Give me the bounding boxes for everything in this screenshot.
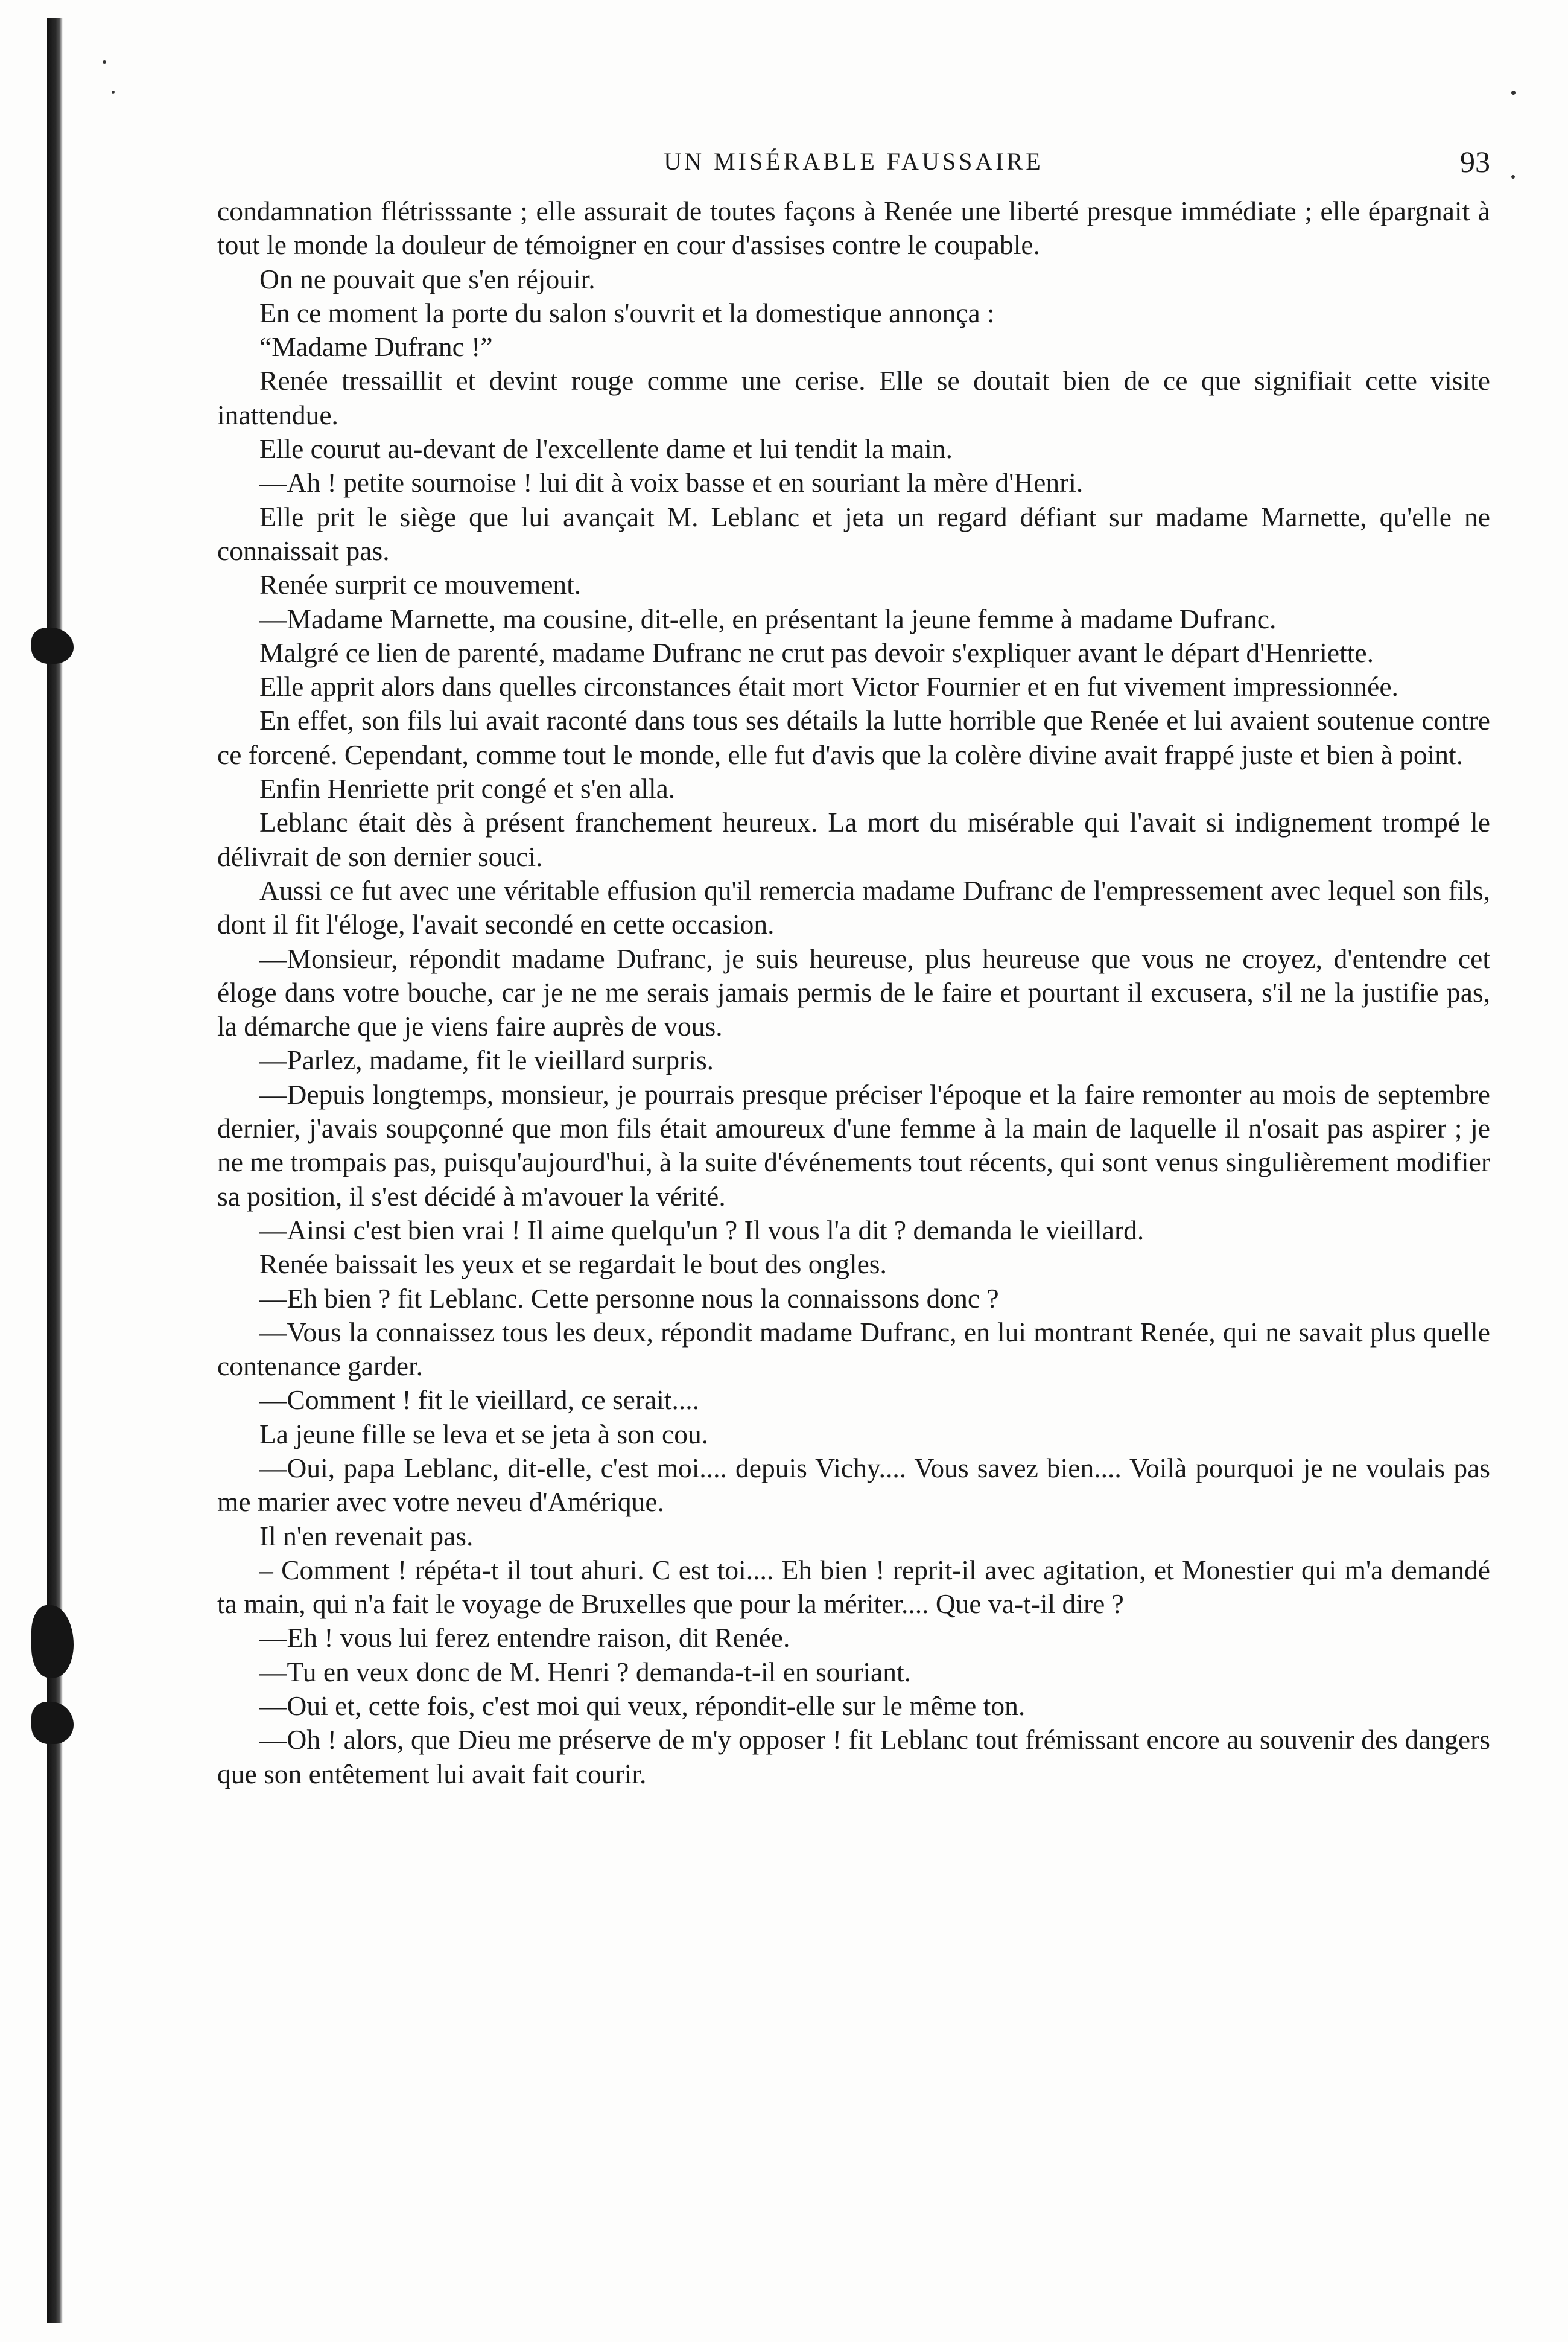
paragraph: Il n'en revenait pas. <box>259 1520 474 1551</box>
paragraph: Elle apprit alors dans quelles circonstances était mort Victor Fournier et en fut vivement impressionnée. <box>259 671 1398 702</box>
body-text <box>217 194 1490 1791</box>
paragraph: —Oui, papa Leblanc, dit-elle, c'est moi.... depuis Vichy.... Vous savez bien.... Voilà pourquoi je ne voulais pas me marier avec votre neveu d'Amérique. <box>217 1452 1490 1518</box>
paragraph: —Comment ! fit le vieillard, ce serait.... <box>259 1384 700 1416</box>
binding-ink-blot <box>31 628 74 664</box>
binding-ink-blot <box>31 1702 74 1744</box>
page-number: 93 <box>1460 145 1490 179</box>
paragraph: Enfin Henriette prit congé et s'en alla. <box>259 773 676 804</box>
paragraph: Renée baissait les yeux et se regardait le bout des ongles. <box>259 1249 887 1280</box>
binding-ink-blot <box>31 1605 74 1678</box>
paragraph: —Madame Marnette, ma cousine, dit-elle, en présentant la jeune femme à madame Dufranc. <box>259 603 1277 634</box>
paragraph: Elle courut au-devant de l'excellente dame et lui tendit la main. <box>259 433 953 465</box>
paper-speck <box>112 91 115 94</box>
paragraph: Malgré ce lien de parenté, madame Dufranc ne crut pas devoir s'expliquer avant le départ d'Henriette. <box>259 637 1374 668</box>
paragraph: On ne pouvait que s'en réjouir. <box>259 263 595 294</box>
running-title: UN MISÉRABLE FAUSSAIRE <box>664 148 1044 175</box>
paper-speck <box>103 60 106 64</box>
paragraph: —Ah ! petite sournoise ! lui dit à voix basse et en souriant la mère d'Henri. <box>259 467 1084 498</box>
paragraph: —Oui et, cette fois, c'est moi qui veux, répondit-elle sur le même ton. <box>259 1690 1026 1722</box>
paragraph: —Depuis longtemps, monsieur, je pourrais presque préciser l'époque et la faire remonter au mois de septembre dernier, j'avais soupçonné que mon fils était amoureux d'une femme à la main de laquelle il n'osait pas aspirer ; je ne me trompais pas, puisqu'aujourd'hui, à la suite d'événements tout récents, qui sont venus singulièrement modifier sa position, il s'est décidé à m'avouer la vérité. <box>217 1078 1490 1212</box>
paragraph: —Vous la connaissez tous les deux, répondit madame Dufranc, en lui montrant Renée, qui ne savait plus quelle contenance garder. <box>217 1316 1490 1382</box>
paragraph: Leblanc était dès à présent franchement heureux. La mort du misérable qui l'avait si indignement trompé le délivrait de son dernier souci. <box>217 807 1490 872</box>
paper-speck <box>1511 175 1515 179</box>
paragraph: —Tu en veux donc de M. Henri ? demanda-t-il en souriant. <box>259 1656 911 1687</box>
paragraph: – Comment ! répéta-t il tout ahuri. C est toi.... Eh bien ! reprit-il avec agitation, et Monestier qui m'a demandé ta main, qui n'a fait le voyage de Bruxelles que pour la mériter.... Que va-t-il dire ? <box>217 1554 1490 1620</box>
paragraph: “Madame Dufranc !” <box>259 331 493 363</box>
paragraph: Aussi ce fut avec une véritable effusion qu'il remercia madame Dufranc de l'empressement avec lequel son fils, dont il fit l'éloge, l'avait secondé en cette occasion. <box>217 874 1490 940</box>
binding-edge-shadow <box>47 18 63 2323</box>
paragraph: —Eh ! vous lui ferez entendre raison, dit Renée. <box>259 1622 790 1653</box>
paragraph: Renée tressaillit et devint rouge comme une cerise. Elle se doutait bien de ce que signifiait cette visite inattendue. <box>217 365 1490 430</box>
paragraph: —Eh bien ? fit Leblanc. Cette personne nous la connaissons donc ? <box>259 1282 999 1314</box>
paragraph: —Parlez, madame, fit le vieillard surpris. <box>259 1045 714 1076</box>
paragraph: —Monsieur, répondit madame Dufranc, je suis heureuse, plus heureuse que vous ne croyez, d'entendre cet éloge dans votre bouche, car je ne me serais jamais permis de le faire et pourtant il excusera, s'il ne la justifie pas, la démarche que je viens faire auprès de vous. <box>217 943 1490 1042</box>
paragraph: La jeune fille se leva et se jeta à son cou. <box>259 1418 709 1449</box>
paragraph: Renée surprit ce mouvement. <box>259 569 582 600</box>
paragraph: condamnation flétrisssante ; elle assurait de toutes façons à Renée une liberté presque immédiate ; elle épargnait à tout le monde la douleur de témoigner en cour d'assises contre le coupable. <box>217 196 1490 261</box>
paragraph: Elle prit le siège que lui avançait M. Leblanc et jeta un regard défiant sur madame Marnette, qu'elle ne connaissait pas. <box>217 501 1490 566</box>
paper-speck <box>1511 91 1516 95</box>
paragraph: En ce moment la porte du salon s'ouvrit et la domestique annonça : <box>259 297 995 328</box>
running-head <box>217 144 1490 180</box>
paragraph: —Ainsi c'est bien vrai ! Il aime quelqu'un ? Il vous l'a dit ? demanda le vieillard. <box>259 1214 1144 1246</box>
paragraph: En effet, son fils lui avait raconté dans tous ses détails la lutte horrible que Renée et lui avaient soutenue contre ce forcené. Cependant, comme tout le monde, elle fut d'avis que la colère divine avait frappé juste et bien à point. <box>217 705 1490 770</box>
paragraph: —Oh ! alors, que Dieu me préserve de m'y opposer ! fit Leblanc tout frémissant encore au souvenir des dangers que son entêtement lui avait fait courir. <box>217 1724 1490 1789</box>
